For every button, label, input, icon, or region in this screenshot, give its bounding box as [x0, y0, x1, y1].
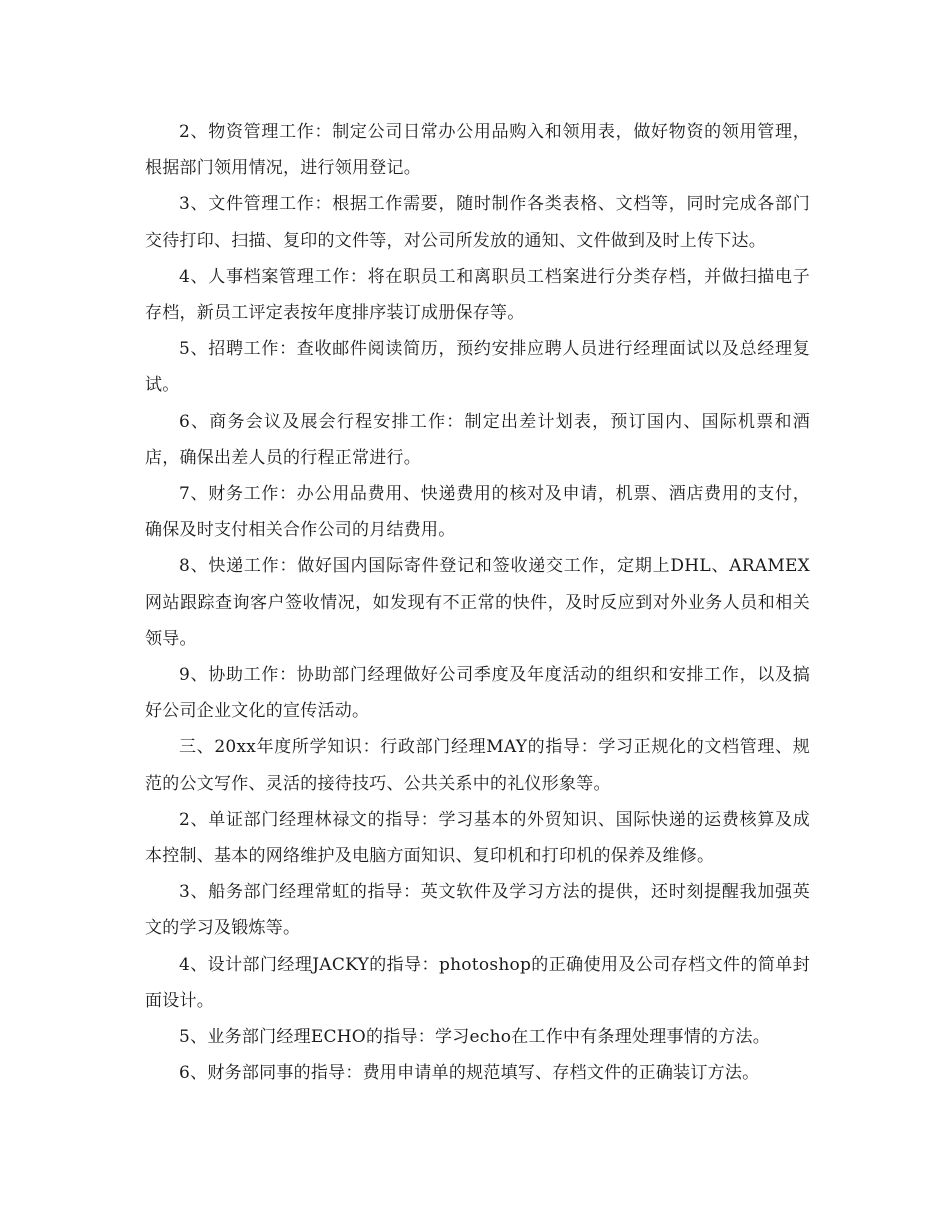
paragraph-business-travel: 6、商务会议及展会行程安排工作：制定出差计划表，预订国内、国际机票和酒店，确保出差人员的行程正常进行。 [145, 411, 810, 468]
paragraph-knowledge-shipping: 3、船务部门经理常虹的指导：英文软件及学习方法的提供，还时刻提醒我加强英文的学习及锻炼等。 [145, 882, 810, 939]
paragraph-supplies-management: 2、物资管理工作：制定公司日常办公用品购入和领用表，做好物资的领用管理，根据部门领用情况，进行领用登记。 [145, 122, 810, 179]
paragraph-express-delivery: 8、快递工作：做好国内国际寄件登记和签收递交工作，定期上DHL、ARAMEX网站跟踪查询客户签收情况，如发现有不正常的快件，及时反应到对外业务人员和相关领导。 [145, 556, 810, 649]
paragraph-finance: 7、财务工作：办公用品费用、快递费用的核对及申请，机票、酒店费用的支付，确保及时支付相关合作公司的月结费用。 [145, 484, 810, 541]
paragraph-knowledge-finance: 6、财务部同事的指导：费用申请单的规范填写、存档文件的正确装订方法。 [179, 1063, 760, 1084]
paragraph-file-management: 3、文件管理工作：根据工作需要，随时制作各类表格、文档等，同时完成各部门交待打印、扫描、复印的文件等，对公司所发放的通知、文件做到及时上传下达。 [145, 194, 810, 251]
paragraph-recruitment: 5、招聘工作：查收邮件阅读简历，预约安排应聘人员进行经理面试以及总经理复试。 [145, 339, 810, 396]
paragraph-knowledge-design: 4、设计部门经理JACKY的指导：photoshop的正确使用及公司存档文件的简单封面设计。 [145, 954, 810, 1011]
document-body [145, 114, 810, 1091]
paragraph-knowledge-documents: 2、单证部门经理林禄文的指导：学习基本的外贸知识、国际快递的运费核算及成本控制、基本的网络维护及电脑方面知识、复印机和打印机的保养及维修。 [145, 809, 810, 867]
paragraph-assistance: 9、协助工作：协助部门经理做好公司季度及年度活动的组织和安排工作，以及搞好公司企业文化的宣传活动。 [145, 665, 810, 722]
paragraph-personnel-archives: 4、人事档案管理工作：将在职员工和离职员工档案进行分类存档，并做扫描电子存档，新员工评定表按年度排序装订成册保存等。 [145, 266, 810, 324]
paragraph-knowledge-admin: 三、20xx年度所学知识：行政部门经理MAY的指导：学习正规化的文档管理、规范的公文写作、灵活的接待技巧、公共关系中的礼仪形象等。 [145, 737, 810, 794]
paragraph-knowledge-business: 5、业务部门经理ECHO的指导：学习echo在工作中有条理处理事情的方法。 [179, 1027, 771, 1048]
